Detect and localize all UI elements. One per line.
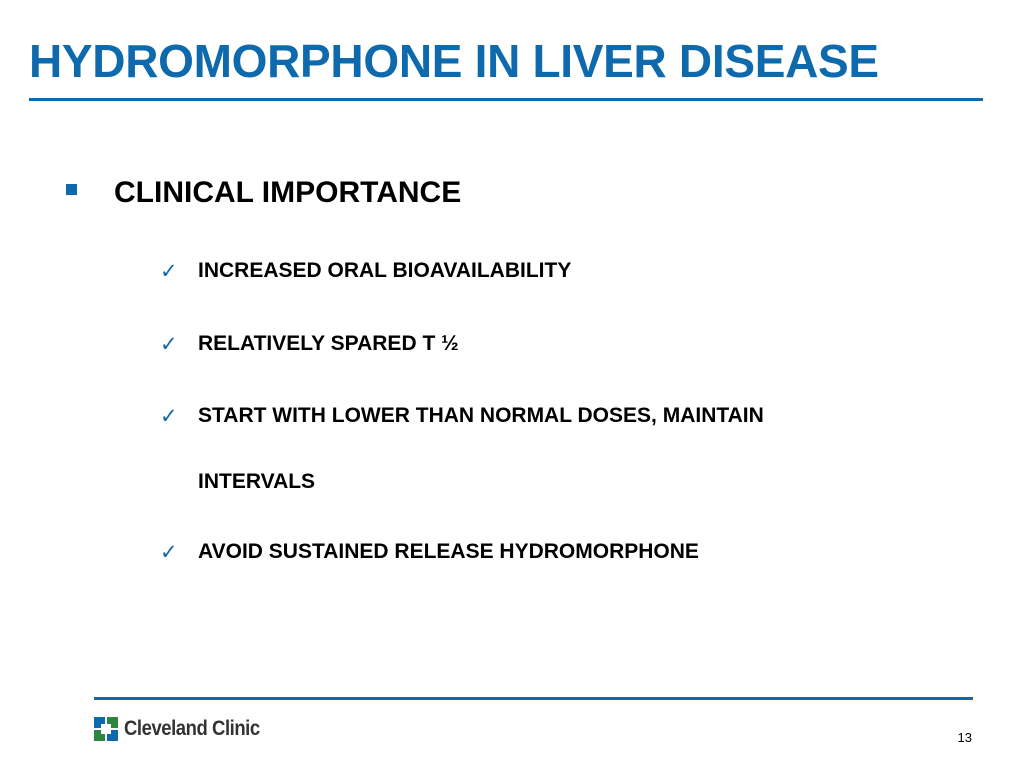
sub-bullet-text-continued: INTERVALS bbox=[198, 470, 316, 493]
logo-text: Cleveland Clinic bbox=[124, 717, 260, 740]
title-underline bbox=[29, 98, 983, 101]
slide-title: HYDROMORPHONE IN LIVER DISEASE bbox=[29, 35, 879, 87]
cleveland-clinic-cross-icon bbox=[93, 716, 119, 742]
sub-bullet-text-block bbox=[182, 404, 764, 515]
checkmark-icon: ✓ bbox=[160, 332, 178, 356]
checkmark-icon: ✓ bbox=[160, 259, 178, 283]
footer-divider bbox=[94, 697, 973, 700]
sub-bullet-spared-half-life bbox=[160, 332, 459, 377]
sub-bullet-lower-doses bbox=[160, 404, 764, 515]
cleveland-clinic-logo bbox=[93, 716, 278, 742]
main-bullet-text: CLINICAL IMPORTANCE bbox=[114, 176, 462, 209]
page-number: 13 bbox=[957, 730, 972, 745]
sub-bullet-text: RELATIVELY SPARED T ½ bbox=[198, 332, 459, 355]
sub-bullet-avoid-sustained-release bbox=[160, 540, 699, 585]
main-bullet bbox=[66, 178, 461, 208]
checkmark-icon: ✓ bbox=[160, 540, 178, 564]
sub-bullet-text: START WITH LOWER THAN NORMAL DOSES, MAINTAIN bbox=[198, 404, 764, 427]
square-bullet-icon bbox=[66, 184, 77, 195]
sub-bullet-oral-bioavailability bbox=[160, 259, 572, 304]
sub-bullet-text: AVOID SUSTAINED RELEASE HYDROMORPHONE bbox=[198, 540, 699, 563]
checkmark-icon: ✓ bbox=[160, 404, 178, 428]
sub-bullet-text: INCREASED ORAL BIOAVAILABILITY bbox=[198, 259, 572, 282]
